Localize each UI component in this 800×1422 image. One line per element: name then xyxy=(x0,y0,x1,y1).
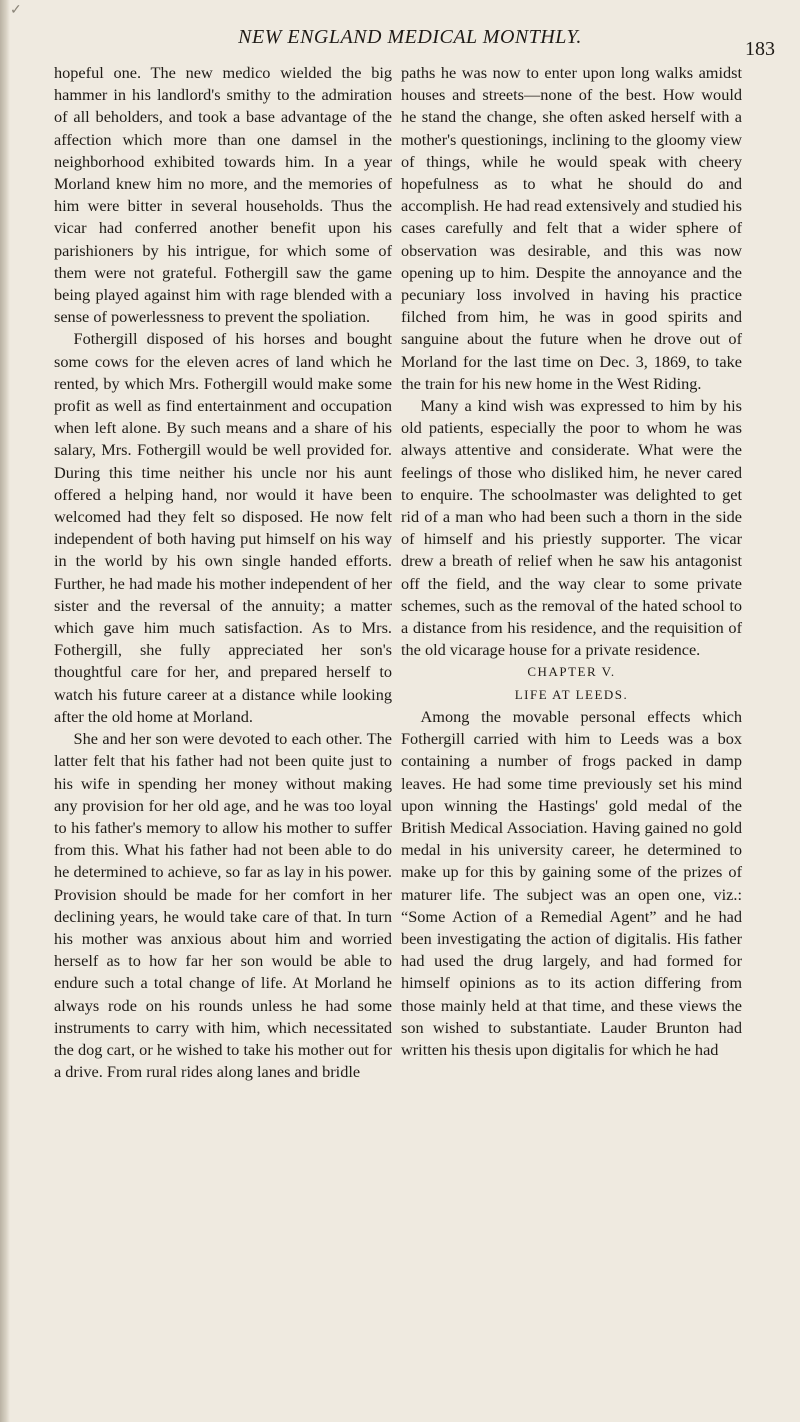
paragraph: Many a kind wish was expressed to him by his old patients, especially the poor to whom he was always attentive and considerate. What were the feelings of those who disliked him, he never cared to enquire. The schoolmaster was delighted to get rid of a man who had been such a thorn in the side of himself and his priestly supporter. The vicar drew a breath of relief when he saw his antagonist off the field, and the way clear to some private schemes, such as the removal of the hated school to a distance from his residence, and the requisition of the old vicarage house for a private residence. xyxy=(401,396,742,660)
right-column xyxy=(401,62,742,1061)
paragraph: paths he was now to enter upon long walks amidst houses and streets—none of the best. How would he stand the change, she often asked herself with a mother's questionings, inclining to the gloomy view of things, while he would speak with cheery hopefulness as to what he should do and accomplish. He had read extensively and studied his cases carefully and felt that a wider sphere of observation was desirable, and this was now opening up to him. Despite the annoyance and the pecuniary loss involved in having his practice filched from him, he was in good spirits and sanguine about the future when he drove out of Morland for the last time on Dec. 3, 1869, to take the train for his new home in the West Riding. xyxy=(401,63,742,393)
pencil-check-mark: ✓ xyxy=(10,3,22,18)
running-title: NEW ENGLAND MEDICAL MONTHLY. xyxy=(238,26,582,48)
paragraph: Among the movable personal effects which Fothergill carried with him to Leeds was a box containing a number of frogs packed in damp leaves. He had some time previously set his mind upon winning the Hastings' gold medal of the British Medical Association. Having gained no gold medal in his university career, he determined to make up for this by gaining some of the prizes of maturer life. The subject was an open one, viz.: “Some Action of a Remedial Agent” and he had been investigating the action of digitalis. His father had used the drug largely, and had formed for himself opinions as to its action differing from those mainly held at that time, and these views the son wished to substantiate. Lauder Brunton had written his thesis upon digitalis for which he had xyxy=(401,706,742,1059)
left-column xyxy=(54,62,392,1083)
paragraph: hopeful one. The new medico wielded the big hammer in his landlord's smithy to the admiration of all beholders, and took a base advantage of the affection which more than one damsel in the neighborhood exhibited towards him. In a year Morland knew him no more, and the memories of him were bitter in several households. Thus the vicar had conferred another benefit upon his parishioners by his intrigue, for which some of them were not grateful. Fothergill saw the game being played against him with rage blended with a sense of powerlessness to prevent the spoliation. xyxy=(54,63,392,327)
chapter-title: LIFE AT LEEDS. xyxy=(514,686,629,702)
paragraph: She and her son were devoted to each other. The latter felt that his father had not been quite just to his wife in spending her money without making any provision for her old age, and he was too loyal to his father's memory to allow his mother to suffer from this. What his father had not been able to do he determined to achieve, so far as lay in his power. Provision should be made for her comfort in her declining years, he would take care of that. In turn his mother was anxious about him and worried herself as to how far her son would be able to endure such a total change of life. At Morland he always rode on his rounds unless he had some instruments to carry with him, which necessitated the dog cart, or he wished to take his mother out for a drive. From rural rides along lanes and bridle xyxy=(54,729,392,1082)
page-edge xyxy=(0,0,10,1422)
chapter-heading: CHAPTER V. xyxy=(527,664,616,680)
paragraph: Fothergill disposed of his horses and bought some cows for the eleven acres of land which he rented, by which Mrs. Fothergill would make some profit as well as find entertainment and occupation when left alone. By such means and a share of his salary, Mrs. Fothergill would be well provided for. During this time neither his uncle nor his aunt offered a helping hand, nor would it have been welcomed had they felt so disposed. He now felt independent of both having put himself on his way in the world by his own single handed efforts. Further, he had made his mother independent of her sister and the reversal of the annuity; a matter which gave him much satisfaction. As to Mrs. Fothergill, she fully appreciated her son's thoughtful care for her, and prepared herself to watch his future career at a distance while looking after the old home at Morland. xyxy=(54,329,392,726)
page-number: 183 xyxy=(745,38,775,60)
